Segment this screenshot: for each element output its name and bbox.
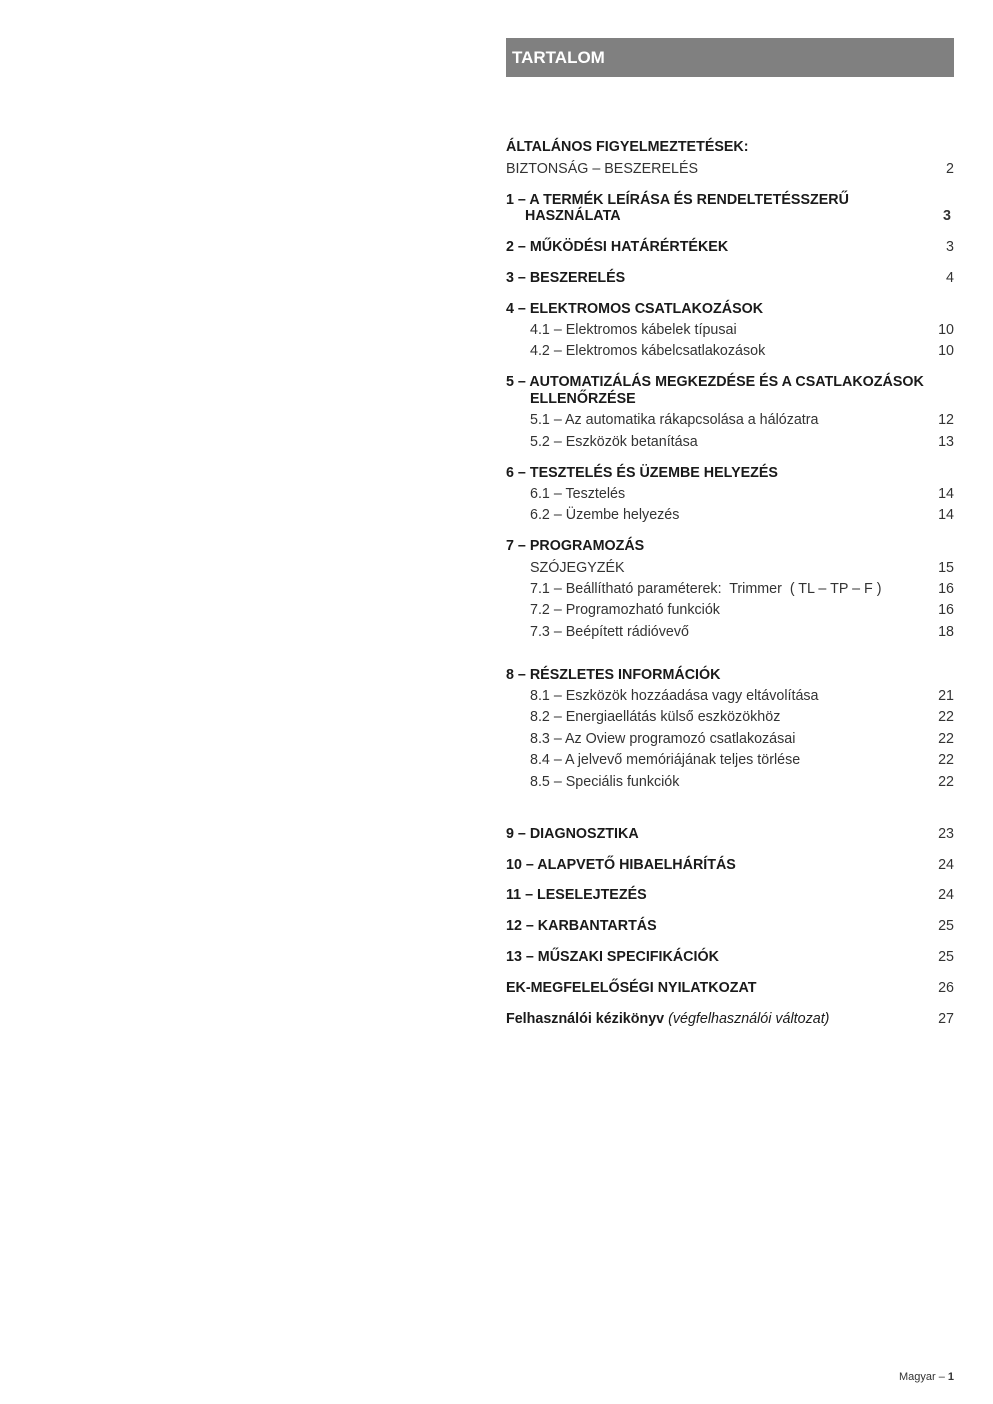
- toc-entry-title: 4.2 – Elektromos kábelcsatlakozások: [530, 343, 766, 359]
- toc-entry: [506, 857, 954, 874]
- page-title: TARTALOM: [512, 48, 605, 67]
- toc-entry-title: 4 – ELEKTROMOS CSATLAKOZÁSOK: [506, 301, 764, 317]
- toc-entry: [506, 239, 954, 256]
- toc-entry-title: 7.2 – Programozható funkciók: [530, 602, 720, 618]
- toc-page-number: 21: [938, 688, 954, 704]
- toc-entry-title: ÁLTALÁNOS FIGYELMEZTETÉSEK:: [506, 139, 749, 155]
- toc-entry: [506, 980, 954, 997]
- toc-entry-title: 12 – KARBANTARTÁS: [506, 918, 657, 934]
- toc-entry-title: 5.1 – Az automatika rákapcsolása a hálózatra: [530, 412, 819, 428]
- toc-entry-title: 7.3 – Beépített rádióvevő: [530, 624, 689, 640]
- toc-page-number: 16: [938, 581, 954, 597]
- toc-page-number: 27: [938, 1011, 954, 1027]
- toc-entry: [506, 486, 954, 503]
- toc-entry-subtitle: (végfelhasználói változat): [668, 1011, 830, 1027]
- toc-entry: [506, 774, 954, 791]
- toc-page-number: 3: [943, 208, 951, 224]
- toc-header: [506, 38, 954, 77]
- toc-entry: [506, 688, 954, 705]
- toc-entry: [506, 602, 954, 619]
- toc-entry: [506, 709, 954, 726]
- toc-entry: [506, 667, 954, 684]
- toc-entry: [506, 887, 954, 904]
- toc-entry: [506, 391, 954, 408]
- toc-entry: [506, 192, 954, 209]
- toc-entry-title: 5.2 – Eszközök betanítása: [530, 434, 698, 450]
- toc-page-number: 16: [938, 602, 954, 618]
- toc-entry-title: 11 – LESELEJTEZÉS: [506, 887, 647, 903]
- toc-entry-title: 13 – MŰSZAKI SPECIFIKÁCIÓK: [506, 949, 719, 965]
- toc-entry: [506, 560, 954, 577]
- toc-page-number: 22: [938, 709, 954, 725]
- toc-entry-title: 2 – MŰKÖDÉSI HATÁRÉRTÉKEK: [506, 239, 729, 255]
- toc-entry: [506, 538, 954, 555]
- toc-entry: [506, 826, 954, 843]
- toc-entry: [506, 139, 954, 156]
- toc-page-number: 4: [946, 270, 954, 286]
- toc-entry: [506, 412, 954, 429]
- toc-entry: [506, 434, 954, 451]
- toc-entry-title: EK-MEGFELELŐSÉGI NYILATKOZAT: [506, 980, 757, 996]
- toc-page-number: 13: [938, 434, 954, 450]
- toc-entry: [506, 343, 954, 360]
- toc-page-number: 25: [938, 949, 954, 965]
- toc-entry-title: ELLENŐRZÉSE: [530, 391, 636, 407]
- toc-entry-title: 8.4 – A jelvevő memóriájának teljes törlése: [530, 752, 801, 768]
- toc-entry: [506, 465, 954, 482]
- toc-page-number: 14: [938, 507, 954, 523]
- toc-entry-title: 8.3 – Az Oview programozó csatlakozásai: [530, 731, 796, 747]
- toc-entry: [506, 374, 954, 391]
- toc-entry-title: 5 – AUTOMATIZÁLÁS MEGKEZDÉSE ÉS A CSATLAKOZÁSOK: [506, 374, 924, 390]
- toc-page-number: 22: [938, 752, 954, 768]
- toc-entry-title: 8.5 – Speciális funkciók: [530, 774, 680, 790]
- toc-entry-title: 10 – ALAPVETŐ HIBAELHÁRÍTÁS: [506, 857, 736, 873]
- toc-page-number: 18: [938, 624, 954, 640]
- toc-entry-title: 8 – RÉSZLETES INFORMÁCIÓK: [506, 667, 721, 683]
- toc-entry-title: 6.2 – Üzembe helyezés: [530, 507, 680, 523]
- toc-entry: [506, 161, 954, 178]
- toc-page-number: 22: [938, 774, 954, 790]
- toc-entry: [506, 918, 954, 935]
- toc-entry-title: 8.2 – Energiaellátás külső eszközökhöz: [530, 709, 781, 725]
- toc-entry: [506, 581, 954, 598]
- footer-page-number: 1: [947, 1371, 954, 1383]
- toc-entry-title: 9 – DIAGNOSZTIKA: [506, 826, 639, 842]
- toc-page-number: 2: [946, 161, 954, 177]
- toc-entry-title: 6 – TESZTELÉS ÉS ÜZEMBE HELYEZÉS: [506, 465, 778, 481]
- toc-page-number: 22: [938, 731, 954, 747]
- toc-entry: [506, 322, 954, 339]
- page-footer: [899, 1371, 954, 1383]
- toc-entry-title: BIZTONSÁG – BESZERELÉS: [506, 161, 699, 177]
- toc-entry: [506, 949, 954, 966]
- toc-page-number: 26: [938, 980, 954, 996]
- toc-entry-title: HASZNÁLATA: [525, 208, 621, 224]
- toc-page-number: 25: [938, 918, 954, 934]
- toc-entry: [506, 507, 954, 524]
- toc-entry-title: 4.1 – Elektromos kábelek típusai: [530, 322, 737, 338]
- toc-page-number: 24: [938, 887, 954, 903]
- toc-entry-title: 1 – A TERMÉK LEÍRÁSA ÉS RENDELTETÉSSZERŰ: [506, 192, 849, 208]
- toc-entry: [506, 1011, 954, 1028]
- toc-page-number: 14: [938, 486, 954, 502]
- toc-page-number: 24: [938, 857, 954, 873]
- toc-entry: [506, 624, 954, 641]
- toc-entry-title: 7 – PROGRAMOZÁS: [506, 538, 645, 554]
- toc-entry: [506, 208, 954, 225]
- toc-entry-title: 3 – BESZERELÉS: [506, 270, 626, 286]
- toc-entry: [506, 731, 954, 748]
- toc-page-number: 3: [946, 239, 954, 255]
- toc-entry-title: 7.1 – Beállítható paraméterek: Trimmer ( TL – TP – F ): [530, 581, 882, 597]
- footer-language: Magyar –: [898, 1371, 945, 1383]
- toc-entry: [506, 752, 954, 769]
- toc-entry-title: 6.1 – Tesztelés: [530, 486, 626, 502]
- toc-page-number: 15: [938, 560, 954, 576]
- toc-entry: [506, 270, 954, 287]
- toc-page-number: 23: [938, 826, 954, 842]
- toc-entry-title: SZÓJEGYZÉK: [530, 560, 625, 576]
- toc-entry: [506, 301, 954, 318]
- toc-entry-title: Felhasználói kézikönyv: [506, 1011, 665, 1027]
- toc-page-number: 10: [938, 343, 954, 359]
- toc-page-number: 10: [938, 322, 954, 338]
- toc-page-number: 12: [938, 412, 954, 428]
- toc-entry-title: 8.1 – Eszközök hozzáadása vagy eltávolítása: [530, 688, 819, 704]
